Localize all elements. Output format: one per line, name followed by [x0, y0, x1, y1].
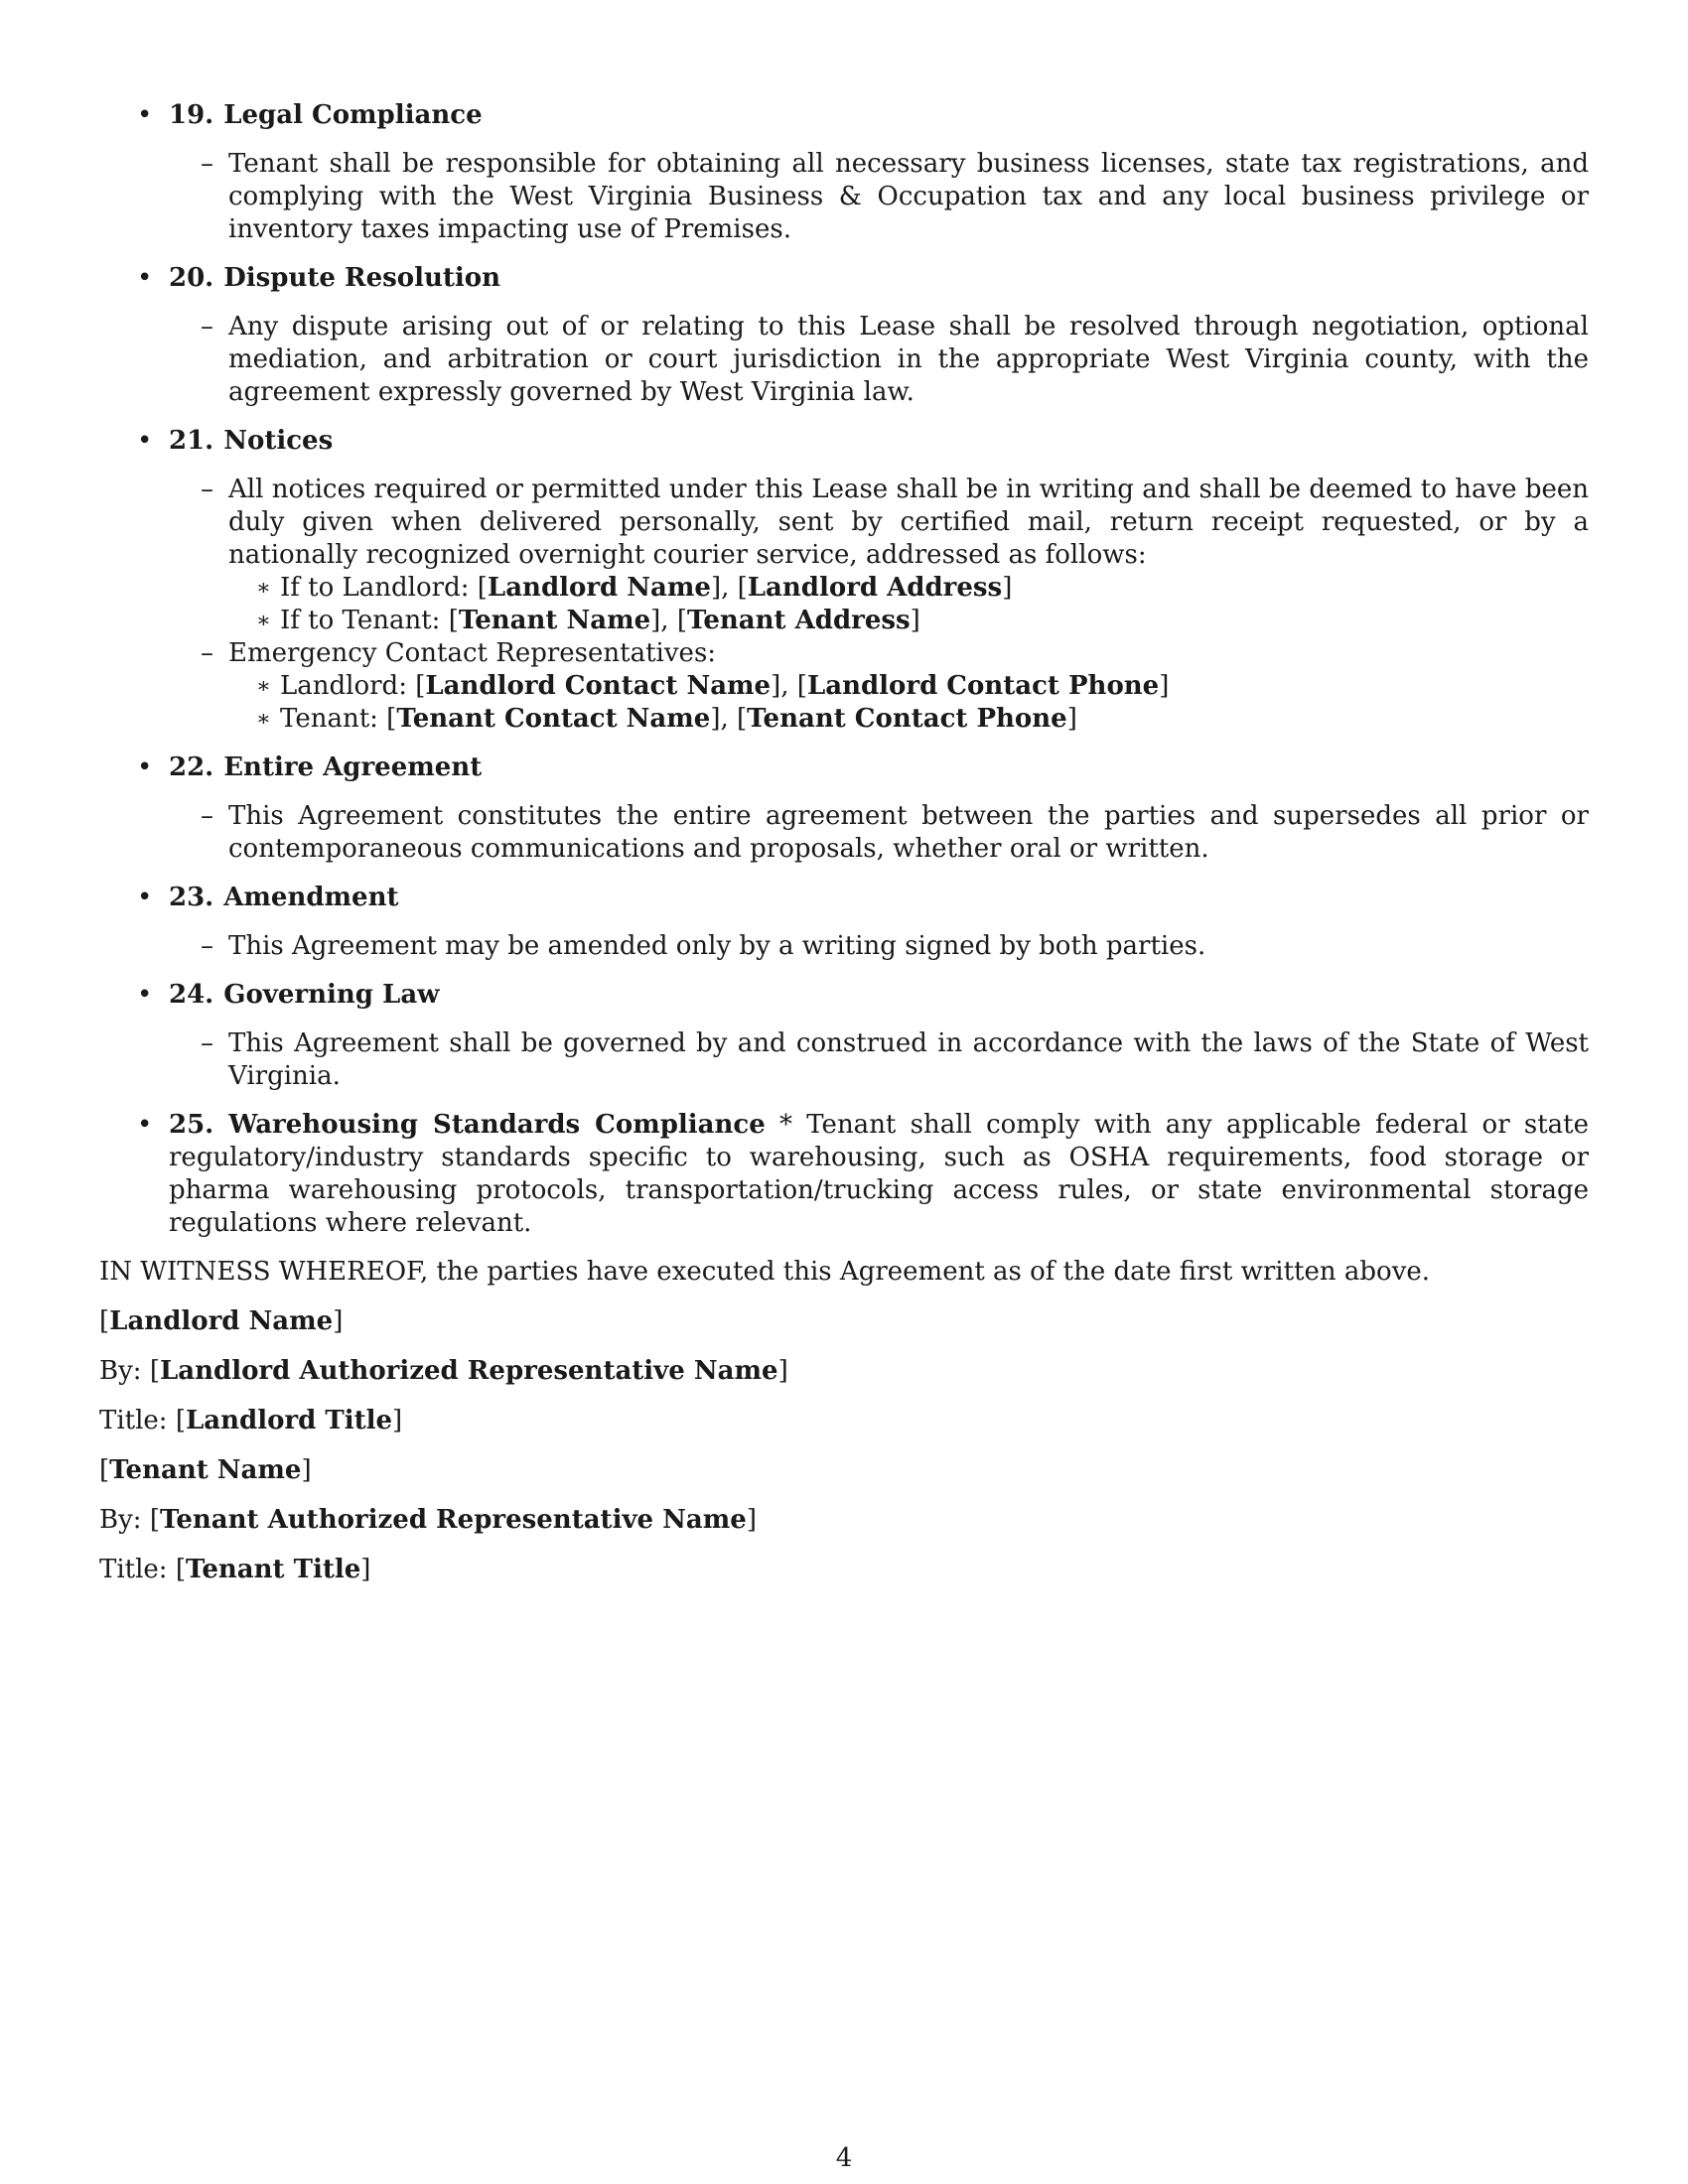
- landlord-name-line: [Landlord Name]: [99, 1306, 344, 1336]
- section-body: – Tenant shall be responsible for obtaining all necessary business licenses, state tax registrations, and complying with the West Virginia Business & Occupation tax and any local business privilege or inventory taxes impacting use of Premises.: [201, 149, 1589, 244]
- notice-addresses: [169, 572, 1589, 637]
- section-body: – Any dispute arising out of or relating to this Lease shall be resolved through negotiation, optional mediation, and arbitration or court jurisdiction in the appropriate West Virginia county, with the agreement expressly governed by West Virginia law.: [201, 312, 1589, 407]
- section-title: 20. Dispute Resolution: [169, 263, 501, 293]
- section-body: – This Agreement constitutes the entire agreement between the parties and supersedes all prior or contemporaneous communications and proposals, whether oral or written.: [201, 801, 1589, 864]
- section-23: [99, 882, 1589, 963]
- bullet: •: [137, 1110, 153, 1140]
- landlord-by-line: By: [Landlord Authorized Representative Name]: [99, 1356, 788, 1386]
- landlord-notice-line: ∗ If to Landlord: [Landlord Name], [Landlord Address]: [256, 573, 1013, 603]
- section-title: 24. Governing Law: [169, 980, 440, 1010]
- section-25: [99, 1109, 1589, 1240]
- section-title: 19. Legal Compliance: [169, 100, 483, 130]
- document-body: [99, 99, 1589, 1603]
- signature-block: [99, 1305, 1589, 1586]
- tenant-notice-line: ∗ If to Tenant: [Tenant Name], [Tenant Address]: [256, 606, 920, 635]
- bullet: •: [137, 752, 153, 782]
- section-22: [99, 751, 1589, 866]
- section-20: [99, 262, 1589, 409]
- tenant-contact-line: ∗ Tenant: [Tenant Contact Name], [Tenant Contact Phone]: [256, 704, 1077, 734]
- section-19: [99, 99, 1589, 246]
- section-24: [99, 979, 1589, 1093]
- section-title: 25. Warehousing Standards Compliance: [169, 1110, 766, 1140]
- tenant-name-line: [Tenant Name]: [99, 1455, 312, 1485]
- emergency-contacts: – Emergency Contact Representatives: ∗ Landlord: [Landlord Contact Name], [Landlord Contact Phone] ∗ Tenant: [Tenant Contact Name], [Tenant Contact Phone]: [169, 637, 1589, 736]
- section-title: 23. Amendment: [169, 883, 399, 912]
- section-21: [99, 425, 1589, 736]
- section-title: 21. Notices: [169, 426, 334, 456]
- section-body: – This Agreement shall be governed by and construed in accordance with the laws of the State of West Virginia.: [201, 1028, 1589, 1091]
- tenant-by-line: By: [Tenant Authorized Representative Name]: [99, 1505, 757, 1535]
- tenant-title-line: Title: [Tenant Title]: [99, 1555, 371, 1584]
- bullet: •: [137, 100, 153, 130]
- section-body: – This Agreement may be amended only by a writing signed by both parties.: [201, 931, 1206, 961]
- page-number: 4: [835, 2143, 853, 2173]
- landlord-title-line: Title: [Landlord Title]: [99, 1406, 403, 1435]
- section-body: – All notices required or permitted under this Lease shall be in writing and shall be deemed to have been duly given when delivered personally, sent by certified mail, return receipt requested, or by a nationally recognized overnight courier service, addressed as follows:: [201, 475, 1589, 570]
- section-body: * Tenant shall comply with any applicable federal or state regulatory/industry standards specific to warehousing, such as OSHA requirements, food storage or pharma warehousing protocols, transportation/trucking access rules, or state environmental storage regulations where relevant.: [169, 1110, 1589, 1238]
- landlord-contact-line: ∗ Landlord: [Landlord Contact Name], [Landlord Contact Phone]: [256, 671, 1170, 701]
- section-title: 22. Entire Agreement: [169, 752, 483, 782]
- bullet: •: [137, 883, 153, 912]
- witness-statement: IN WITNESS WHEREOF, the parties have executed this Agreement as of the date first written above.: [99, 1257, 1431, 1287]
- bullet: •: [137, 426, 153, 456]
- bullet: •: [137, 980, 153, 1010]
- bullet: •: [137, 263, 153, 293]
